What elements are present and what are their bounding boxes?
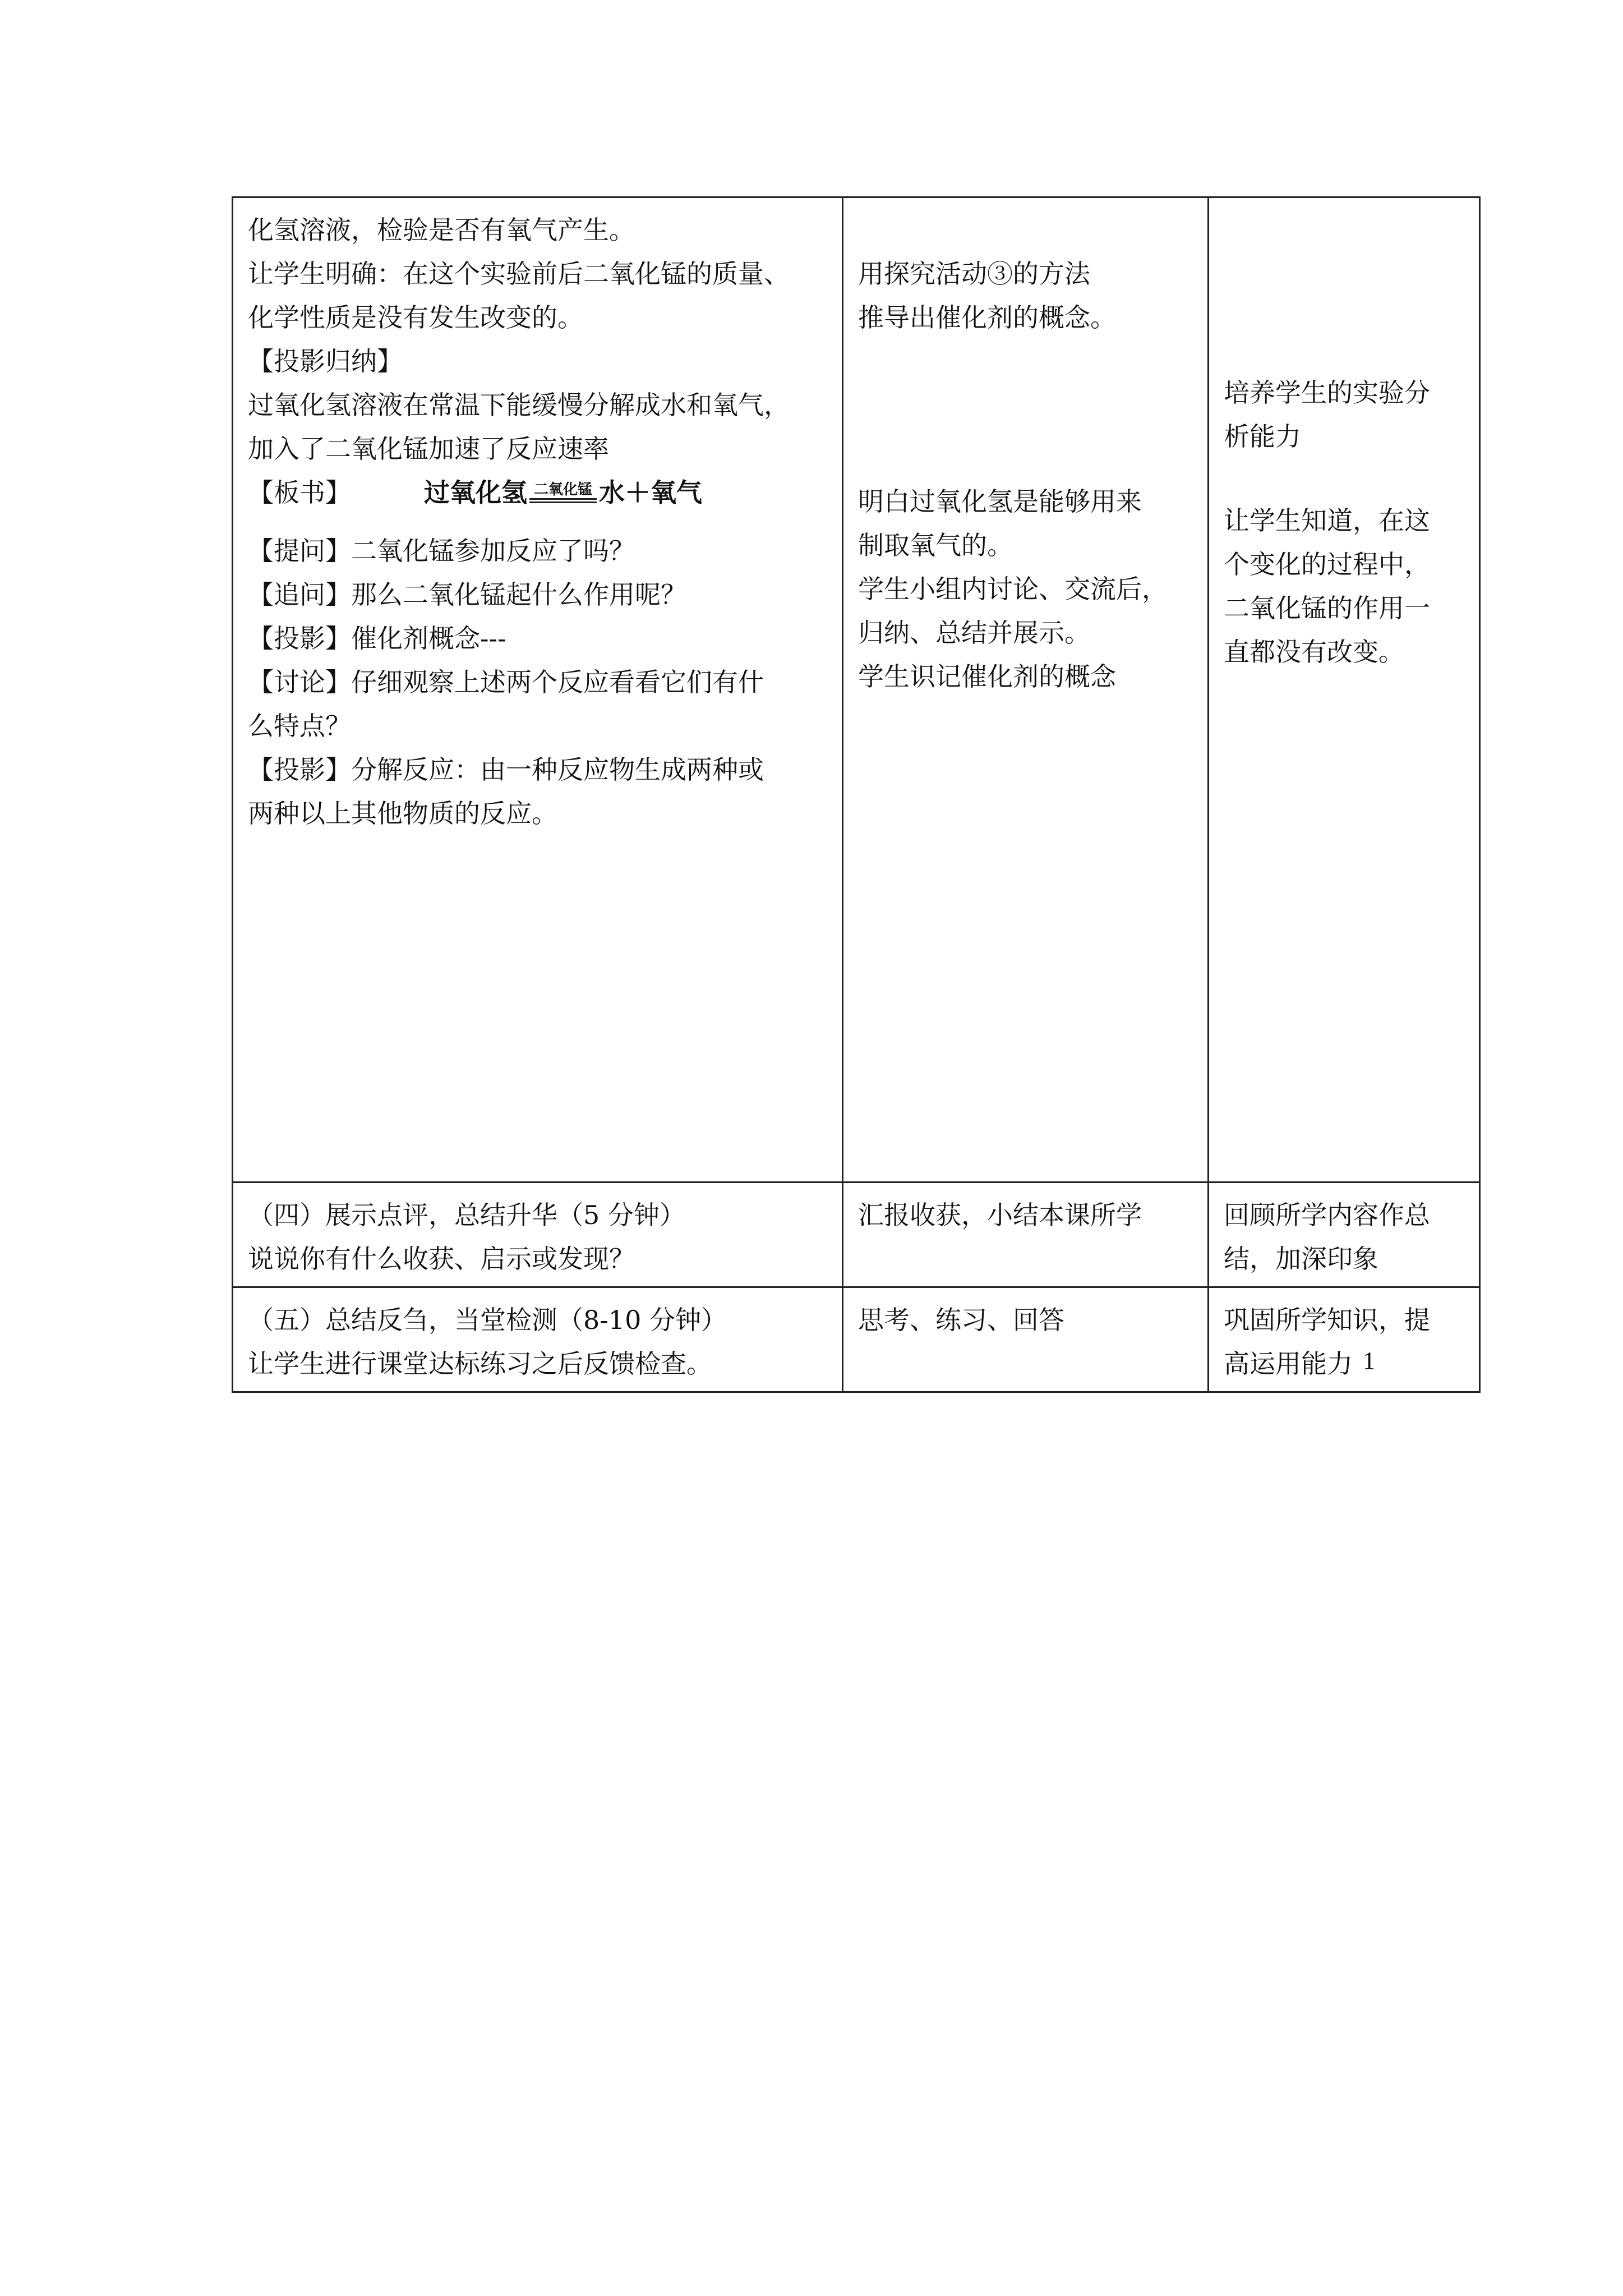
text-line: 明白过氧化氢是能够用来	[858, 486, 1142, 517]
reaction-arrow	[529, 481, 597, 514]
spacer	[858, 339, 1193, 480]
table-row-summary	[233, 1182, 1480, 1287]
text-line: 推导出催化剂的概念。	[858, 302, 1116, 333]
teacher-activity-cell	[233, 1182, 843, 1287]
reaction-equation	[424, 471, 702, 514]
student-activity-cell	[843, 197, 1209, 1182]
text-line: 用探究活动③的方法	[858, 259, 1090, 289]
text-line: 学生小组内讨论、交流后，	[858, 574, 1168, 604]
board-label: 【板书】	[248, 477, 351, 508]
board-writing-line	[248, 471, 827, 514]
table-row-main	[233, 197, 1480, 1182]
teacher-activity-cell	[233, 1287, 843, 1392]
text-line: 让学生知道，在这	[1224, 505, 1430, 536]
lesson-plan-table	[232, 196, 1481, 1393]
text-line: 直都没有改变。	[1224, 637, 1404, 667]
text-line: 让学生进行课堂达标练习之后反馈检查。	[248, 1349, 712, 1379]
equation-catalyst: 二氧化锰	[533, 481, 592, 498]
text-line: 析能力	[1224, 421, 1301, 452]
text-line: 过氧化氢溶液在常温下能缓慢分解成水和氧气，	[248, 390, 790, 420]
text-line: 思考、练习、回答	[858, 1305, 1064, 1335]
spacer	[858, 208, 1193, 252]
equation-product: 水＋氧气	[599, 477, 702, 508]
text-line: 【提问】二氧化锰参加反应了吗？	[248, 536, 635, 566]
spacer	[248, 514, 827, 529]
table-row-review	[233, 1287, 1480, 1392]
text-line: （四）展示点评，总结升华（5 分钟）	[248, 1200, 685, 1230]
text-line: （五）总结反刍，当堂检测（8-10 分钟）	[248, 1305, 727, 1335]
text-line: 回顾所学内容作总	[1224, 1200, 1430, 1230]
text-line: 高运用能力	[1224, 1349, 1353, 1379]
text-line: 化学性质是没有发生改变的。	[248, 302, 583, 333]
text-line: 二氧化锰的作用一	[1224, 593, 1430, 623]
text-line: 【投影】分解反应：由一种反应物生成两种或	[248, 754, 764, 785]
text-line: 制取氧气的。	[858, 530, 1013, 560]
text-line: 【追问】那么二氧化锰起什么作用呢？	[248, 579, 686, 610]
text-line: 么特点？	[248, 711, 351, 741]
text-line: 汇报收获，小结本课所学	[858, 1200, 1142, 1230]
page-number: 1	[1363, 1347, 1375, 1374]
spacer	[1224, 458, 1464, 499]
student-activity-cell	[843, 1182, 1209, 1287]
text-line: 说说你有什么收获、启示或发现？	[248, 1244, 635, 1274]
equation-reactant: 过氧化氢	[424, 477, 527, 508]
design-intent-cell	[1209, 1287, 1480, 1392]
design-intent-cell	[1209, 197, 1480, 1182]
text-line: 培养学生的实验分	[1224, 378, 1430, 408]
design-intent-cell	[1209, 1182, 1480, 1287]
equals-bar-icon	[529, 498, 597, 503]
text-line: 【投影】催化剂概念---	[248, 623, 506, 654]
text-line: 【讨论】仔细观察上述两个反应看看它们有什	[248, 667, 764, 697]
text-line: 化氢溶液，检验是否有氧气产生。	[248, 215, 635, 245]
text-line: 归纳、总结并展示。	[858, 618, 1090, 648]
text-line: 两种以上其他物质的反应。	[248, 798, 557, 829]
text-line: 【投影归纳】	[248, 346, 403, 376]
student-activity-cell	[843, 1287, 1209, 1392]
text-line: 个变化的过程中，	[1224, 549, 1430, 579]
text-line: 结，加深印象	[1224, 1244, 1378, 1274]
text-line: 让学生明确：在这个实验前后二氧化锰的质量、	[248, 259, 790, 289]
spacer	[1224, 208, 1464, 371]
text-line: 巩固所学知识，提	[1224, 1305, 1430, 1335]
text-line: 学生识记催化剂的概念	[858, 661, 1116, 692]
teacher-activity-cell	[233, 197, 843, 1182]
text-line: 加入了二氧化锰加速了反应速率	[248, 434, 609, 464]
